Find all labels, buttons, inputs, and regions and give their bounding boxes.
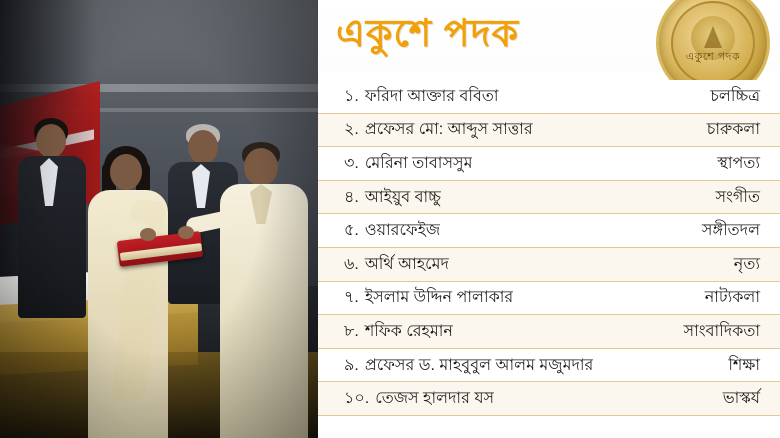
list-item (318, 147, 780, 181)
award-category: স্থাপত্য (717, 154, 760, 172)
awardee-label: অর্থি আহমেদ (364, 255, 449, 273)
award-category: নৃত্য (733, 255, 760, 273)
list-item (318, 80, 780, 114)
awardee-name (344, 318, 453, 345)
awardee-name (344, 116, 533, 143)
awardee-label: শফিক রেহমান (364, 322, 453, 340)
head (36, 124, 66, 158)
hand-right (178, 226, 194, 239)
awardee-name (344, 352, 593, 379)
award-category: সংগীত (715, 188, 760, 206)
awardee-name (344, 83, 499, 110)
list-item (318, 282, 780, 316)
award-category: চলচ্চিত্র (710, 87, 760, 105)
ceremony-photo (0, 0, 318, 438)
head (188, 130, 218, 164)
awardee-label: প্রফেসর ড. মাহবুবুল আলম মজুমদার (364, 356, 594, 374)
hand-left (140, 228, 156, 241)
medal-leaf-motif (704, 26, 722, 48)
awardee-name (344, 217, 440, 244)
awards-list-panel (318, 0, 780, 438)
awardee-name (344, 284, 513, 311)
list-item (318, 114, 780, 148)
head (110, 154, 142, 190)
page-title: একুশে পদক (336, 13, 520, 55)
medal-label: একুশে পদক (685, 51, 741, 63)
list-item (318, 349, 780, 383)
list-item (318, 382, 780, 416)
row-number: ৮. (344, 322, 359, 340)
row-number: ৩. (344, 154, 359, 172)
row-number: ১. (344, 87, 359, 105)
awardee-name (344, 184, 441, 211)
awardee-name (344, 150, 472, 177)
award-category: নাট্যকলা (704, 289, 760, 307)
award-category: সাংবাদিকতা (683, 322, 760, 340)
official-left-dark-suit (14, 118, 90, 318)
awardee-label: মেরিনা তাবাসসুম (364, 154, 473, 172)
awards-rows (318, 80, 780, 438)
row-number: ৭. (344, 289, 359, 307)
row-number: ২. (344, 121, 359, 139)
row-number: ৫. (344, 222, 359, 240)
row-number: ১০. (344, 390, 370, 408)
awardee-label: ফরিদা আক্তার ববিতা (364, 87, 499, 105)
row-number: ৯. (344, 356, 359, 374)
list-item (318, 181, 780, 215)
list-item (318, 214, 780, 248)
man-presenting-award (216, 142, 312, 438)
head (244, 148, 278, 186)
list-item (318, 248, 780, 282)
award-category: সঙ্গীতদল (701, 222, 760, 240)
row-number: ৬. (344, 255, 359, 273)
list-item (318, 315, 780, 349)
award-category: শিক্ষা (728, 356, 760, 374)
panel-header (318, 0, 780, 72)
award-category: চারুকলা (706, 121, 760, 139)
awardee-label: প্রফেসর মো: আব্দুস সাত্তার (364, 121, 533, 139)
awardee-name (344, 251, 449, 278)
awardee-name (344, 385, 494, 412)
awardee-label: ইসলাম উদ্দিন পালাকার (364, 289, 514, 307)
medal-inner-ring (671, 1, 755, 85)
awardee-label: তেজস হালদার যস (375, 390, 495, 408)
award-category: ভাস্কর্য (722, 390, 760, 408)
awardee-label: ওয়ারফেইজ (364, 222, 441, 240)
row-number: ৪. (344, 188, 359, 206)
awardee-label: আইয়ুব বাচ্চু (364, 188, 441, 206)
woman-receiving-award (82, 146, 174, 438)
